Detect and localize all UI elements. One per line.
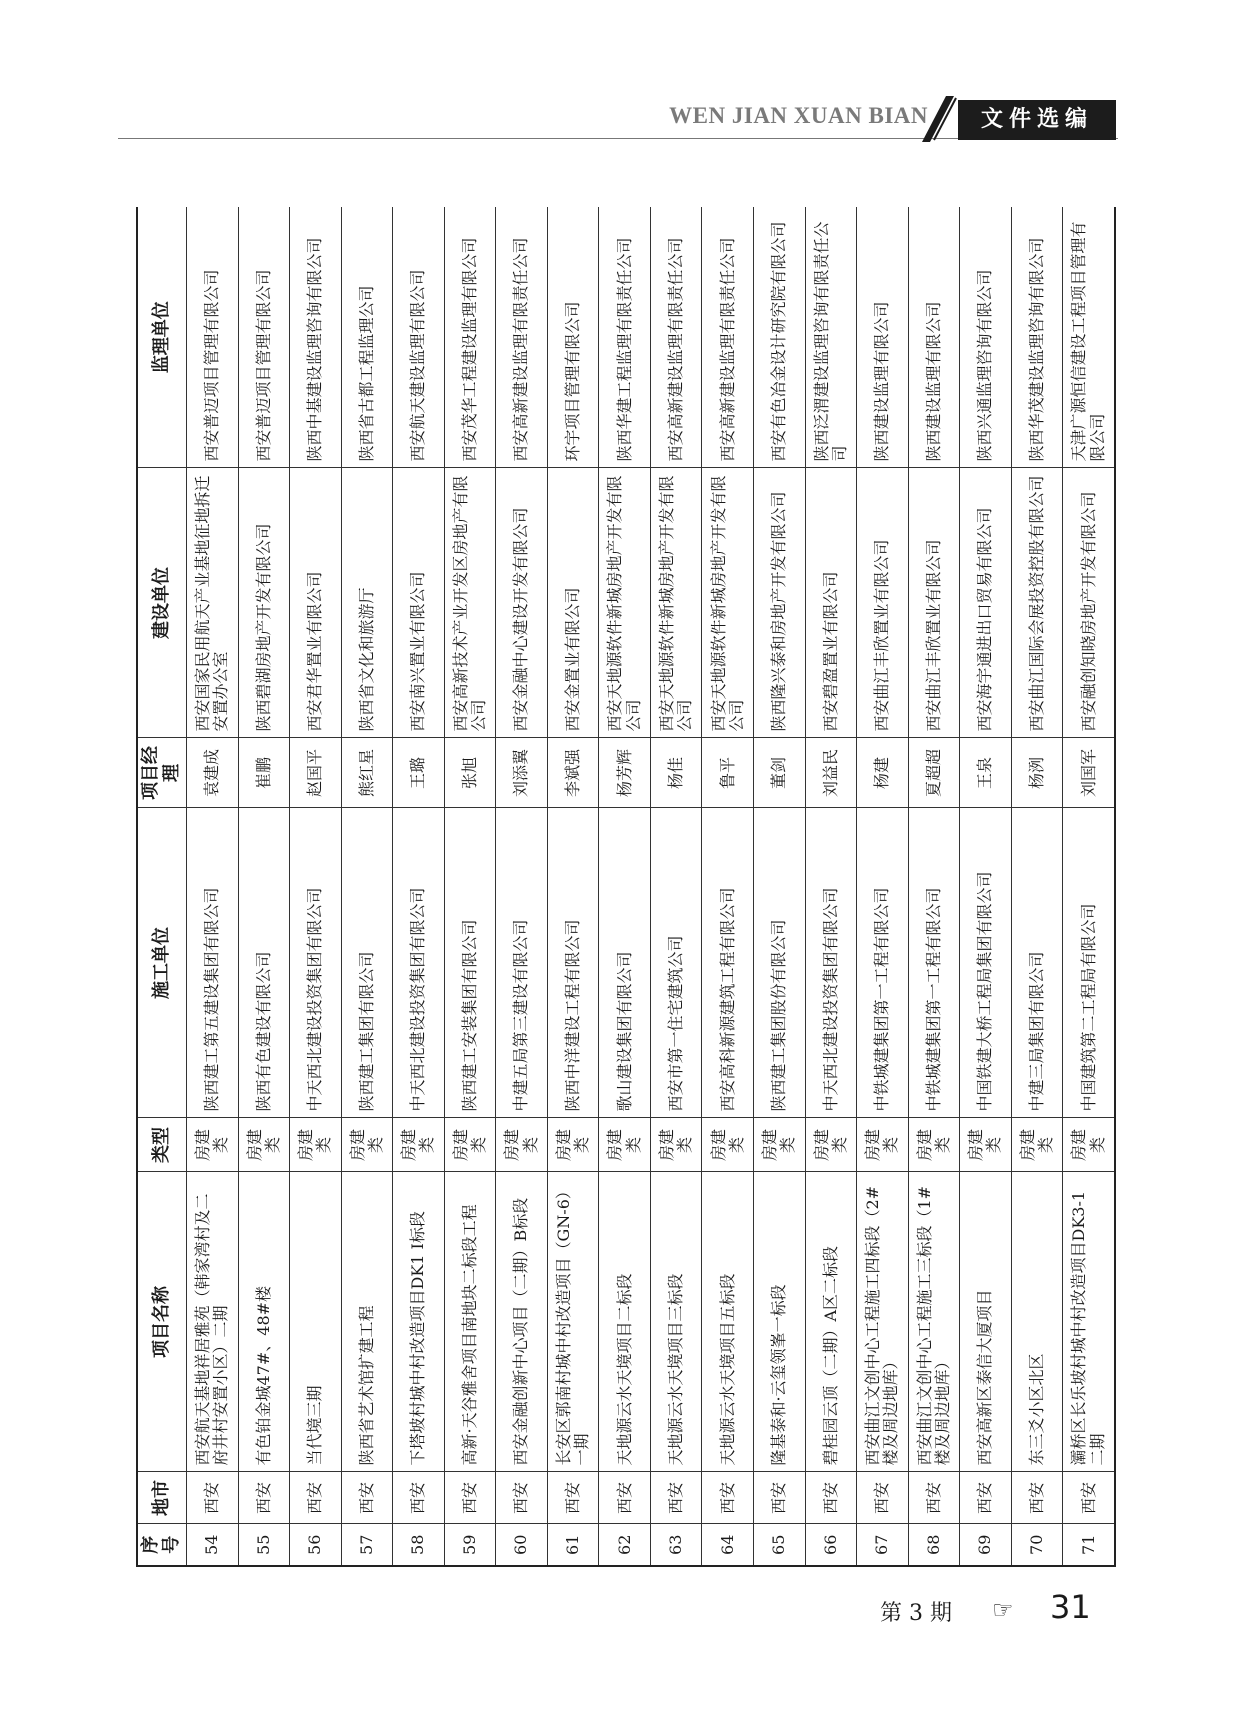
cell-project-manager: 赵国平 [290,738,342,808]
cell-project-name: 长安区郭南村城中村改造项目（GN-6）一期 [547,1172,599,1472]
cell-developer: 西安曲江丰欣置业有限公司 [857,468,909,738]
cell-type: 房建类 [187,1118,239,1172]
cell-type: 房建类 [754,1118,806,1172]
cell-developer: 西安天地源软件新城房地产开发有限公司 [702,468,754,738]
cell-index: 55 [238,1524,290,1566]
cell-developer: 西安高新技术产业开发区房地产有限公司 [444,468,496,738]
cell-city: 西安 [444,1472,496,1524]
cell-project-name: 西安金融创新中心项目（二期）B标段 [496,1172,548,1472]
cell-contractor: 陕西建工安装集团有限公司 [444,808,496,1118]
page-number: 31 [1050,1588,1091,1626]
cell-project-manager: 张旭 [444,738,496,808]
table-row [702,207,754,1566]
cell-supervisor: 陕西泛渭建设监理咨询有限责任公司 [805,207,857,468]
cell-index: 65 [754,1524,806,1566]
cell-type: 房建类 [496,1118,548,1172]
cell-city: 西安 [1063,1472,1115,1524]
cell-contractor: 中天西北建设投资集团有限公司 [290,808,342,1118]
table-row [650,207,702,1566]
cell-contractor: 中建三局集团有限公司 [1011,808,1063,1118]
cell-city: 西安 [960,1472,1012,1524]
cell-supervisor: 陕西省古都工程监理公司 [341,207,393,468]
table-row [960,207,1012,1566]
table-row [238,207,290,1566]
cell-developer: 西安海宇通进出口贸易有限公司 [960,468,1012,738]
cell-index: 61 [547,1524,599,1566]
pointing-hand-icon: ☞ [992,1596,1014,1624]
cell-contractor: 中铁城建集团第一工程有限公司 [857,808,909,1118]
cell-project-name: 东三爻小区北区 [1011,1172,1063,1472]
cell-developer: 陕西省文化和旅游厅 [341,468,393,738]
cell-type: 房建类 [547,1118,599,1172]
cell-type: 房建类 [599,1118,651,1172]
table-header-row [137,207,187,1566]
project-table [136,207,1116,1567]
cell-project-name: 西安航天基地祥居雅苑（韩家湾村及二府井村安置小区）二期 [187,1172,239,1472]
cell-developer: 西安曲江国际会展投资控股有限公司 [1011,468,1063,738]
cell-index: 54 [187,1524,239,1566]
cell-contractor: 中天西北建设投资集团有限公司 [805,808,857,1118]
cell-city: 西安 [908,1472,960,1524]
cell-supervisor: 陕西建设监理有限公司 [908,207,960,468]
table-row [547,207,599,1566]
table-row [1063,207,1115,1566]
cell-contractor: 陕西有色建设有限公司 [238,808,290,1118]
cell-city: 西安 [341,1472,393,1524]
cell-project-name: 天地源云水天境项目二标段 [599,1172,651,1472]
cell-project-name: 西安曲江文创中心工程施工三标段（1#楼及周边地库） [908,1172,960,1472]
cell-city: 西安 [599,1472,651,1524]
cell-type: 房建类 [908,1118,960,1172]
table-row [805,207,857,1566]
cell-project-name: 天地源云水天境项目三标段 [650,1172,702,1472]
cell-project-name: 西安高新区泰信大厦项目 [960,1172,1012,1472]
cell-city: 西安 [187,1472,239,1524]
cell-supervisor: 环宇项目管理有限公司 [547,207,599,468]
cell-index: 59 [444,1524,496,1566]
cell-supervisor: 西安高新建设监理有限责任公司 [496,207,548,468]
rotated-table-wrapper [136,207,1116,1567]
column-header-contractor: 施工单位 [137,808,187,1118]
cell-supervisor: 陕西中基建设监理咨询有限公司 [290,207,342,468]
cell-contractor: 陕西中洋建设工程有限公司 [547,808,599,1118]
cell-contractor: 中铁城建集团第一工程有限公司 [908,808,960,1118]
cell-type: 房建类 [444,1118,496,1172]
cell-index: 62 [599,1524,651,1566]
cell-developer: 西安国家民用航天产业基地征地拆迁安置办公室 [187,468,239,738]
cell-project-manager: 袁建成 [187,738,239,808]
cell-project-name: 高新·天谷雅舍项目南地块二标段工程 [444,1172,496,1472]
cell-developer: 陕西隆兴泰和房地产开发有限公司 [754,468,806,738]
table-row [754,207,806,1566]
cell-contractor: 西安市第一住宅建筑公司 [650,808,702,1118]
cell-project-manager: 夏超超 [908,738,960,808]
cell-contractor: 西安高科新源建筑工程有限公司 [702,808,754,1118]
cell-type: 房建类 [960,1118,1012,1172]
cell-city: 西安 [290,1472,342,1524]
table-row [393,207,445,1566]
cell-type: 房建类 [1011,1118,1063,1172]
table-frame [136,207,1116,1567]
cell-index: 66 [805,1524,857,1566]
cell-project-manager: 李斌强 [547,738,599,808]
cell-city: 西安 [547,1472,599,1524]
cell-index: 70 [1011,1524,1063,1566]
cell-supervisor: 西安普迈项目管理有限公司 [238,207,290,468]
cell-city: 西安 [238,1472,290,1524]
cell-city: 西安 [857,1472,909,1524]
cell-supervisor: 西安高新建设监理有限责任公司 [650,207,702,468]
table-row [1011,207,1063,1566]
cell-developer: 西安金置业有限公司 [547,468,599,738]
cell-type: 房建类 [393,1118,445,1172]
column-header-city: 地市 [137,1472,187,1524]
table-row [341,207,393,1566]
table-body [187,207,1116,1566]
cell-project-manager: 刘添翼 [496,738,548,808]
cell-developer: 西安融创知晓房地产开发有限公司 [1063,468,1115,738]
cell-project-name: 当代境三期 [290,1172,342,1472]
cell-contractor: 中建五局第三建设有限公司 [496,808,548,1118]
cell-project-manager: 董剑 [754,738,806,808]
cell-supervisor: 陕西华建工程监理有限责任公司 [599,207,651,468]
cell-type: 房建类 [238,1118,290,1172]
cell-developer: 西安曲江丰欣置业有限公司 [908,468,960,738]
cell-type: 房建类 [1063,1118,1115,1172]
cell-contractor: 陕西建工集团股份有限公司 [754,808,806,1118]
cell-supervisor: 西安茂华工程建设监理有限公司 [444,207,496,468]
cell-project-manager: 崔鹏 [238,738,290,808]
cell-city: 西安 [754,1472,806,1524]
cell-index: 64 [702,1524,754,1566]
cell-project-manager: 杨建 [857,738,909,808]
cell-city: 西安 [650,1472,702,1524]
cell-city: 西安 [805,1472,857,1524]
cell-project-name: 下塔坡村城中村改造项目DK1 I标段 [393,1172,445,1472]
cell-city: 西安 [1011,1472,1063,1524]
cell-city: 西安 [702,1472,754,1524]
cell-type: 房建类 [805,1118,857,1172]
column-header-project-manager: 项目经理 [137,738,187,808]
cell-index: 71 [1063,1524,1115,1566]
column-header-index: 序号 [137,1524,187,1566]
cell-developer: 西安天地源软件新城房地产开发有限公司 [650,468,702,738]
cell-contractor: 中国铁建大桥工程局集团有限公司 [960,808,1012,1118]
cell-project-manager: 杨洌 [1011,738,1063,808]
table-row [187,207,239,1566]
cell-index: 58 [393,1524,445,1566]
table-row [496,207,548,1566]
cell-project-name: 隆基泰和·云玺领峯一标段 [754,1172,806,1472]
cell-project-manager: 王璐 [393,738,445,808]
cell-project-name: 灞桥区长乐坡村城中村改造项目DK3-1二期 [1063,1172,1115,1472]
cell-index: 69 [960,1524,1012,1566]
cell-project-name: 陕西省艺术馆扩建工程 [341,1172,393,1472]
cell-city: 西安 [393,1472,445,1524]
cell-project-manager: 杨芳辉 [599,738,651,808]
cell-type: 房建类 [341,1118,393,1172]
cell-type: 房建类 [650,1118,702,1172]
table-row [857,207,909,1566]
cell-project-name: 西安曲江文创中心工程施工四标段（2#楼及周边地库） [857,1172,909,1472]
cell-supervisor: 陕西建设监理有限公司 [857,207,909,468]
cell-type: 房建类 [290,1118,342,1172]
section-pinyin: WEN JIAN XUAN BIAN [669,103,928,128]
cell-supervisor: 天津广源恒信建设工程项目管理有限公司 [1063,207,1115,468]
column-header-supervisor: 监理单位 [137,207,187,468]
cell-supervisor: 西安有色冶金设计研究院有限公司 [754,207,806,468]
cell-type: 房建类 [857,1118,909,1172]
cell-supervisor: 陕西兴通监理咨询有限公司 [960,207,1012,468]
cell-developer: 西安君华置业有限公司 [290,468,342,738]
cell-project-manager: 刘国军 [1063,738,1115,808]
cell-developer: 陕西碧湖房地产开发有限公司 [238,468,290,738]
header-slash-icon [920,96,960,142]
cell-index: 57 [341,1524,393,1566]
cell-index: 68 [908,1524,960,1566]
table-row [908,207,960,1566]
cell-project-name: 天地源云水天境项目五标段 [702,1172,754,1472]
cell-contractor: 中天西北建设投资集团有限公司 [393,808,445,1118]
section-badge: 文件选编 [958,100,1116,140]
cell-supervisor: 西安普迈项目管理有限公司 [187,207,239,468]
cell-contractor: 中国建筑第二工程局有限公司 [1063,808,1115,1118]
cell-contractor: 陕西建工第五建设集团有限公司 [187,808,239,1118]
cell-index: 60 [496,1524,548,1566]
cell-index: 63 [650,1524,702,1566]
cell-index: 56 [290,1524,342,1566]
cell-developer: 西安碧盈置业有限公司 [805,468,857,738]
cell-supervisor: 陕西华茂建设监理咨询有限公司 [1011,207,1063,468]
column-header-developer: 建设单位 [137,468,187,738]
table-row [599,207,651,1566]
cell-developer: 西安南兴置业有限公司 [393,468,445,738]
cell-developer: 西安天地源软件新城房地产开发有限公司 [599,468,651,738]
cell-type: 房建类 [702,1118,754,1172]
cell-city: 西安 [496,1472,548,1524]
table-row [444,207,496,1566]
cell-index: 67 [857,1524,909,1566]
cell-developer: 西安金融中心建设开发有限公司 [496,468,548,738]
cell-supervisor: 西安高新建设监理有限责任公司 [702,207,754,468]
cell-project-manager: 鲁平 [702,738,754,808]
column-header-type: 类型 [137,1118,187,1172]
cell-project-manager: 刘益民 [805,738,857,808]
cell-project-manager: 杨佳 [650,738,702,808]
table-row [290,207,342,1566]
cell-project-manager: 王泉 [960,738,1012,808]
column-header-project-name: 项目名称 [137,1172,187,1472]
cell-contractor: 陕西建工集团有限公司 [341,808,393,1118]
cell-project-name: 碧桂园云顶（二期）A区二标段 [805,1172,857,1472]
cell-project-name: 有色铂金城47#、48#楼 [238,1172,290,1472]
issue-label: 第 3 期 [880,1601,952,1626]
cell-project-manager: 熊红星 [341,738,393,808]
cell-supervisor: 西安航天建设监理有限公司 [393,207,445,468]
cell-contractor: 歌山建设集团有限公司 [599,808,651,1118]
